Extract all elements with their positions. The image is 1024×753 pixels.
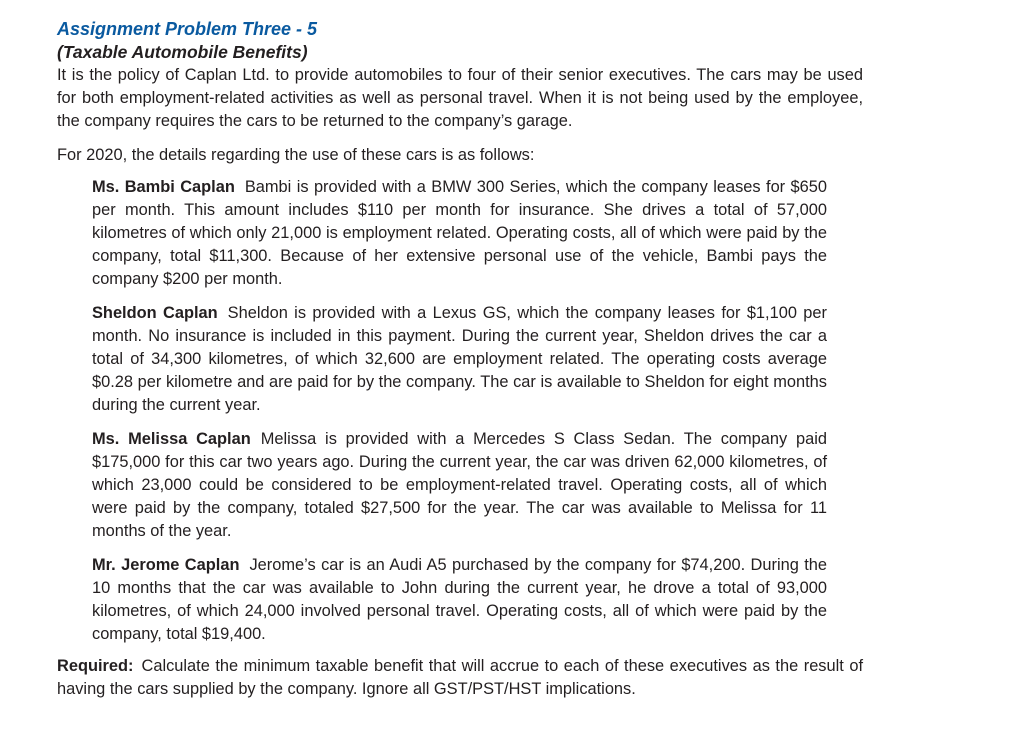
case-jerome [92, 554, 827, 646]
intro-paragraph: It is the policy of Caplan Ltd. to provide automobiles to four of their senior executives. The cars may be used for both employment-related activities as well as personal travel. When it is not being used by the employee, the company requires the cars to be returned to the company’s garage. [57, 66, 863, 130]
case-text: Bambi is provided with a BMW 300 Series, which the company leases for $650 per month. This amount includes $110 per month for insurance. She drives a total of 57,000 kilometres of which only 21,000 is employment related. Operating costs, all of which were paid by the company, total $11,300. Because of her extensive personal use of the vehicle, Bambi pays the company $200 per month. [92, 178, 828, 288]
case-bambi [92, 176, 827, 291]
case-text: Jerome’s car is an Audi A5 purchased by the company for $74,200. During the 10 months that the car was available to John during the current year, he drove a total of 93,000 kilometres, of which 24,000 involved personal travel. Operating costs, all of which were paid by the company, total $19,400. [92, 556, 828, 643]
case-text: Melissa is provided with a Mercedes S Class Sedan. The company paid $175,000 for this car two years ago. During the current year, the car was driven 62,000 kilometres, of which 23,000 could be considered to be employment-related travel. Operating costs, all of which were paid by the company, totaled $27,500 for the year. The car was available to Melissa for 11 months of the year. [92, 430, 827, 540]
problem-subtitle: (Taxable Automobile Benefits) [57, 42, 308, 62]
case-text: Sheldon is provided with a Lexus GS, which the company leases for $1,100 per month. No insurance is included in this payment. During the current year, Sheldon drives the car a total of 34,300 kilometres, of which 32,600 are employment related. The operating costs average $0.28 per kilometre and are paid for by the company. The car is available to Sheldon for eight months during the current year. [92, 304, 828, 414]
required-paragraph [57, 655, 863, 701]
required-label: Required: [57, 657, 134, 675]
case-sheldon [92, 302, 827, 417]
document-page [57, 18, 863, 701]
required-text: Calculate the minimum taxable benefit that will accrue to each of these executives as the result of having the cars supplied by the company. Ignore all GST/PST/HST implications. [57, 657, 863, 698]
case-melissa [92, 428, 827, 543]
case-name: Ms. Bambi Caplan [92, 178, 235, 196]
lead-paragraph: For 2020, the details regarding the use of these cars is as follows: [57, 146, 535, 164]
case-name: Ms. Melissa Caplan [92, 430, 251, 448]
case-name: Mr. Jerome Caplan [92, 556, 240, 574]
case-name: Sheldon Caplan [92, 304, 218, 322]
problem-title: Assignment Problem Three - 5 [57, 19, 318, 39]
